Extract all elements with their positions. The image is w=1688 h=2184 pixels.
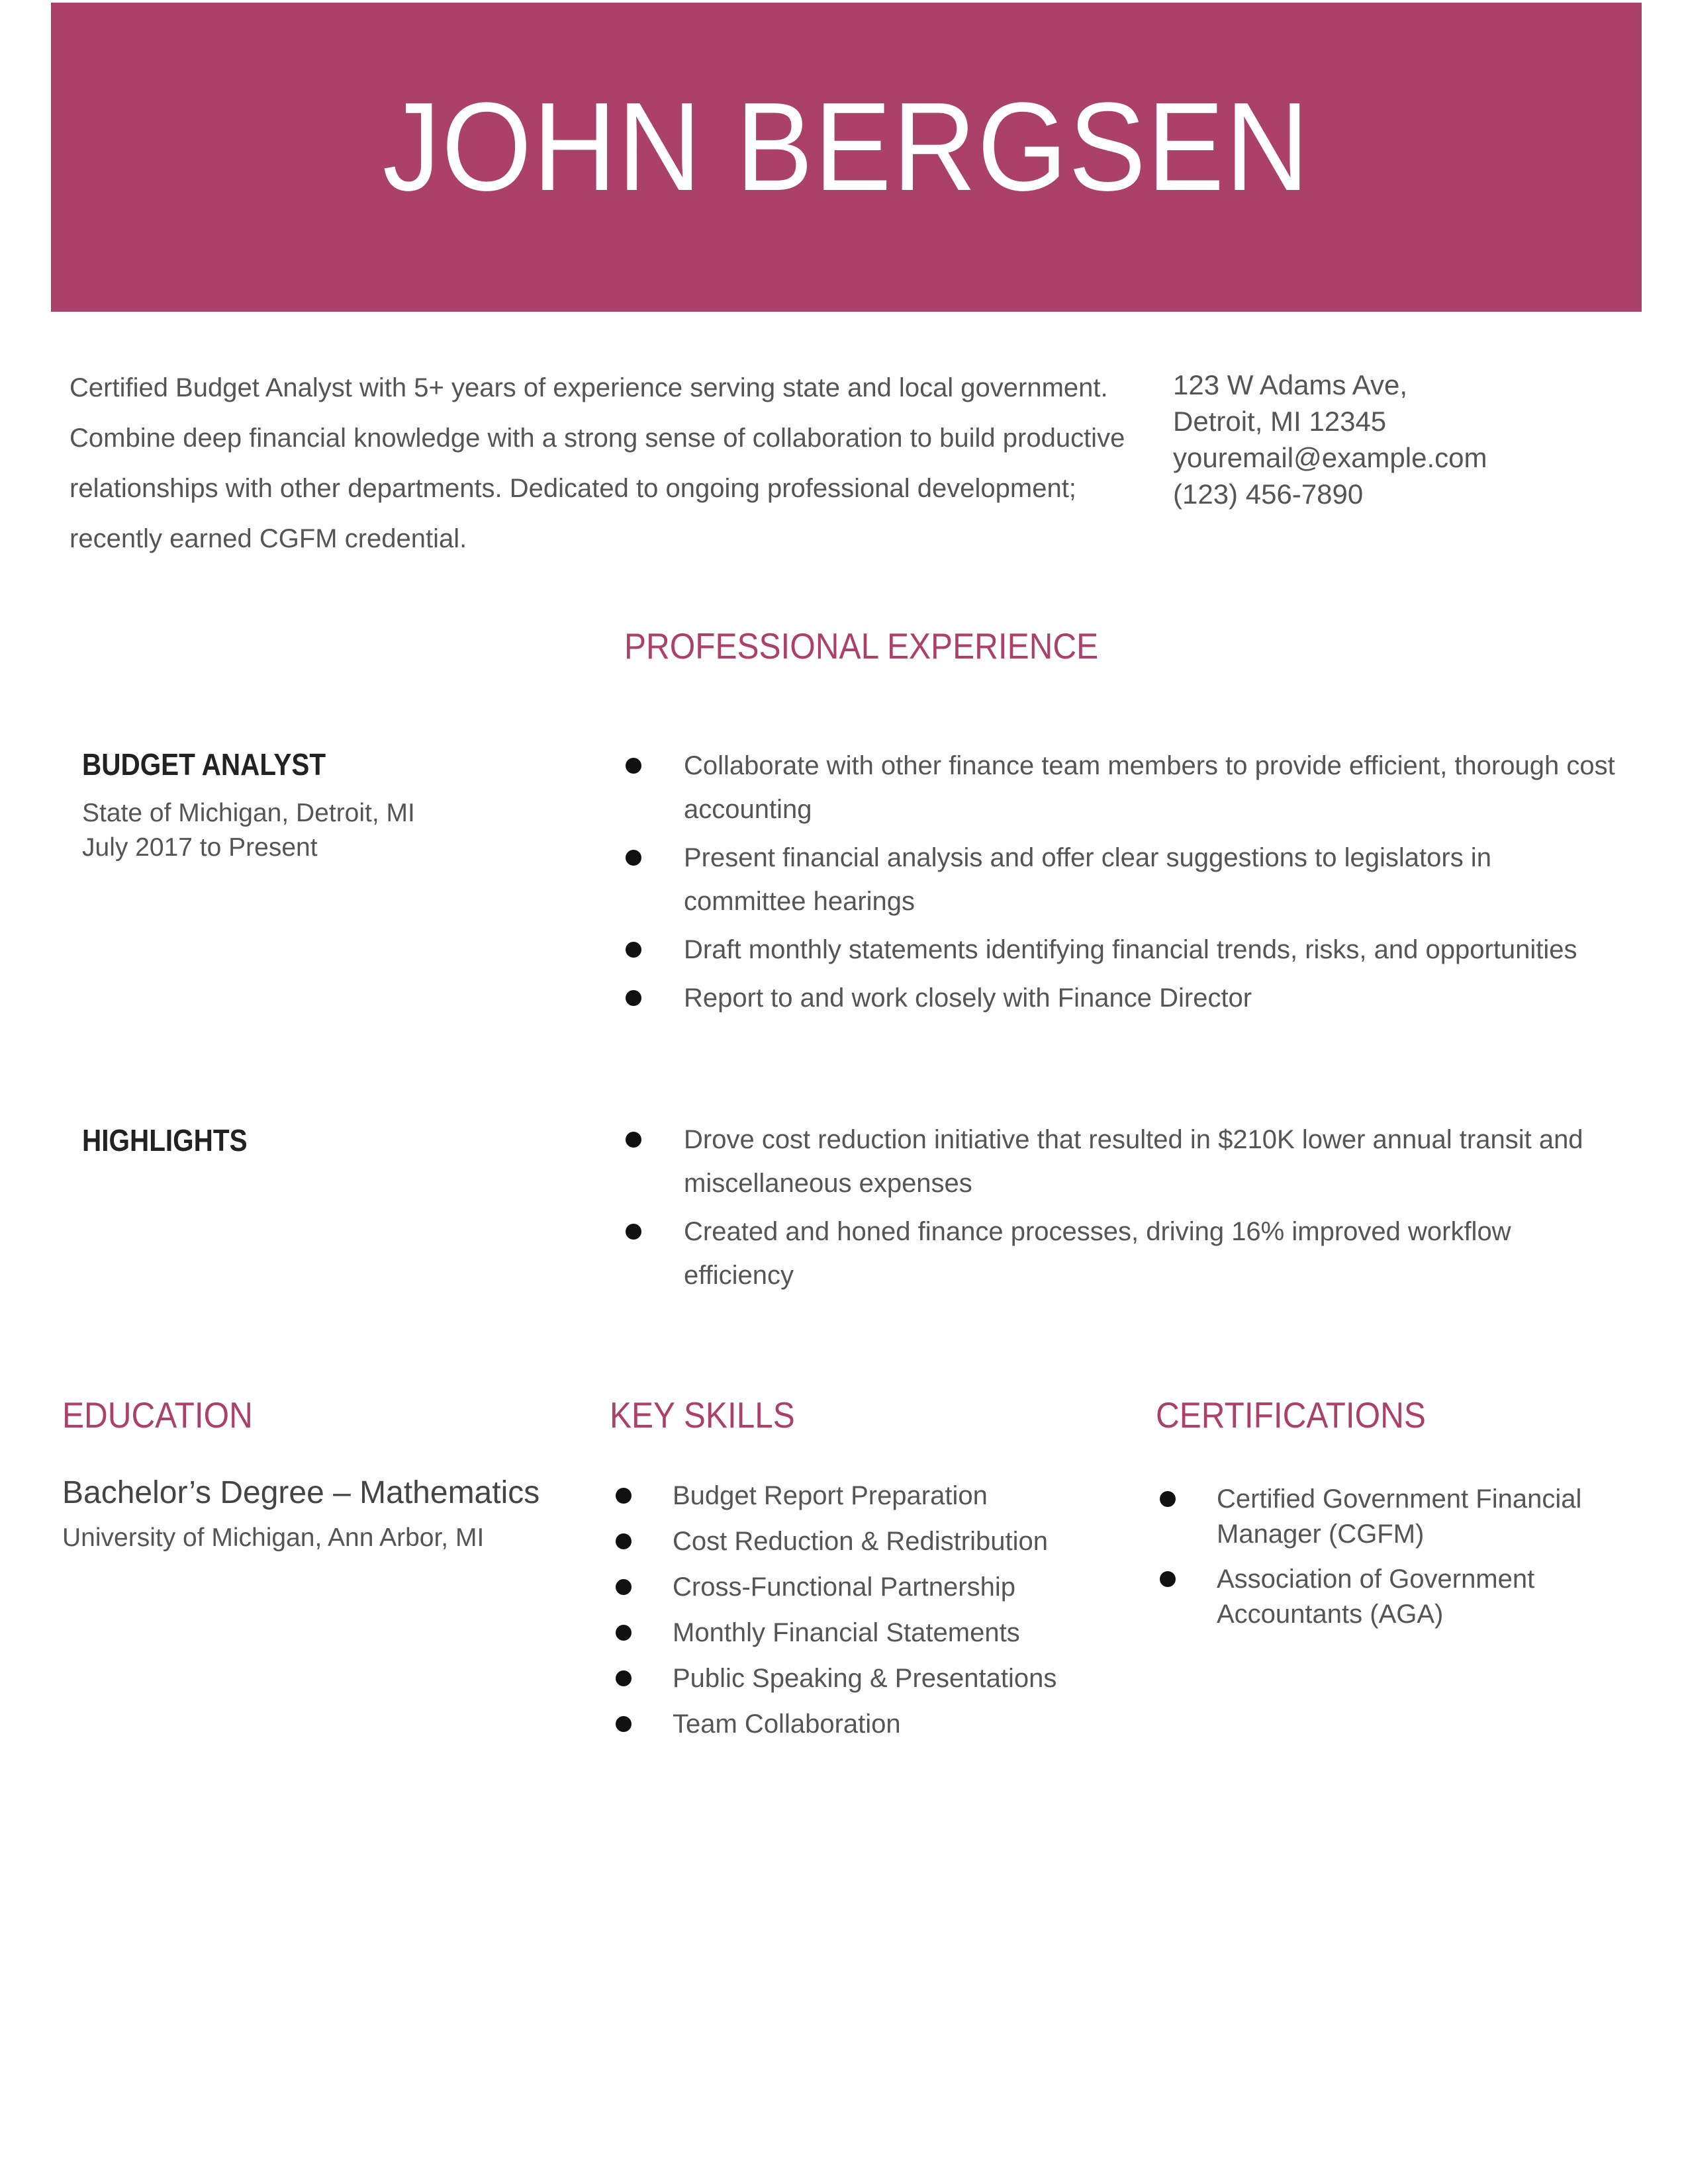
contact-block <box>1173 367 1487 512</box>
phone-number: (123) 456-7890 <box>1173 478 1364 510</box>
highlights-heading: HIGHLIGHTS <box>82 1123 248 1158</box>
skills-list <box>673 1473 1096 1747</box>
list-item: Collaborate with other finance team members to provide efficient, thorough cost accounting <box>684 744 1617 831</box>
job-meta <box>82 796 415 865</box>
list-item: Budget Report Preparation <box>673 1473 1096 1519</box>
bullet-icon <box>1160 1491 1176 1507</box>
experience-heading: PROFESSIONAL EXPERIENCE <box>624 625 1099 666</box>
job-title: BUDGET ANALYST <box>82 747 326 782</box>
summary-line: relationships with other departments. Dedicated to ongoing professional development; <box>70 474 1076 503</box>
job-employer: State of Michigan, Detroit, MI <box>82 799 415 827</box>
skills-heading: KEY SKILLS <box>610 1394 795 1435</box>
list-item: Draft monthly statements identifying financial trends, risks, and opportunities <box>684 928 1617 972</box>
summary-line: recently earned CGFM credential. <box>70 524 467 553</box>
bullet-icon <box>616 1533 632 1549</box>
bullet-icon <box>626 990 641 1006</box>
email-link[interactable]: youremail@example.com <box>1173 442 1487 473</box>
job-dates: July 2017 to Present <box>82 833 318 862</box>
education-degree: Bachelor’s Degree – Mathematics <box>62 1475 540 1510</box>
header-banner <box>51 3 1642 312</box>
bullet-icon <box>616 1488 632 1504</box>
candidate-name: JOHN BERGSEN <box>382 76 1311 217</box>
address-line: 123 W Adams Ave, <box>1173 369 1408 400</box>
certifications-list <box>1217 1482 1587 1642</box>
list-item: Certified Government Financial Manager (CGFM) <box>1217 1482 1587 1552</box>
bullet-icon <box>626 1132 641 1148</box>
bullet-icon <box>626 942 641 958</box>
bullet-icon <box>626 758 641 774</box>
summary-line: Combine deep financial knowledge with a strong sense of collaboration to build productive <box>70 424 1125 453</box>
summary <box>70 363 1125 564</box>
bullet-icon <box>1160 1571 1176 1587</box>
bullet-icon <box>626 1224 641 1240</box>
bullet-icon <box>616 1625 632 1641</box>
list-item: Present financial analysis and offer clear suggestions to legislators in committee hearings <box>684 836 1617 923</box>
education-school: University of Michigan, Ann Arbor, MI <box>62 1524 485 1552</box>
bullet-icon <box>616 1716 632 1732</box>
address-line: Detroit, MI 12345 <box>1173 406 1387 437</box>
list-item: Public Speaking & Presentations <box>673 1656 1096 1702</box>
list-item: Report to and work closely with Finance Director <box>684 976 1617 1020</box>
education-heading: EDUCATION <box>62 1394 253 1435</box>
bullet-icon <box>626 850 641 866</box>
summary-line: Certified Budget Analyst with 5+ years of experience serving state and local government. <box>70 373 1108 402</box>
bullet-icon <box>616 1670 632 1686</box>
bullet-icon <box>616 1579 632 1595</box>
list-item: Association of Government Accountants (AGA) <box>1217 1562 1587 1632</box>
list-item: Drove cost reduction initiative that resulted in $210K lower annual transit and miscellaneous expenses <box>684 1118 1617 1205</box>
list-item: Team Collaboration <box>673 1702 1096 1747</box>
list-item: Created and honed finance processes, driving 16% improved workflow efficiency <box>684 1210 1617 1297</box>
job-duties-list <box>684 744 1617 1024</box>
certifications-heading: CERTIFICATIONS <box>1156 1394 1426 1435</box>
list-item: Cross-Functional Partnership <box>673 1565 1096 1610</box>
highlights-list <box>684 1118 1617 1302</box>
list-item: Cost Reduction & Redistribution <box>673 1519 1096 1565</box>
list-item: Monthly Financial Statements <box>673 1610 1096 1656</box>
